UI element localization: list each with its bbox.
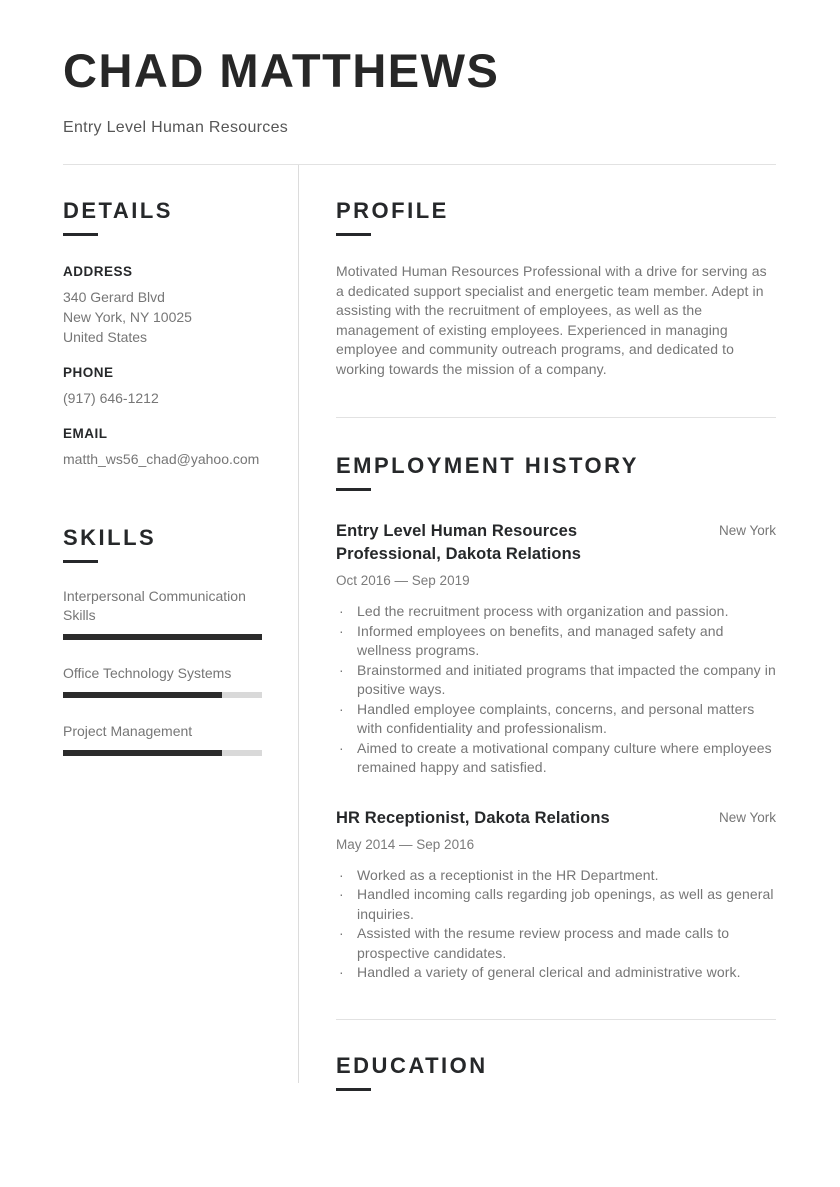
skill-level-bar bbox=[63, 750, 262, 756]
phone-value: (917) 646-1212 bbox=[63, 390, 159, 406]
skill-item bbox=[63, 587, 262, 640]
details-heading: DETAILS bbox=[63, 198, 173, 223]
job-bullet: · Informed employees on benefits, and managed safety and wellness programs. bbox=[336, 622, 776, 661]
employment-history-heading: EMPLOYMENT HISTORY bbox=[336, 453, 639, 478]
job-header bbox=[336, 520, 776, 566]
skill-level-fill bbox=[63, 692, 222, 698]
profile-heading-underline bbox=[336, 233, 371, 236]
skill-level-fill bbox=[63, 634, 262, 640]
job-bullet-list bbox=[336, 602, 776, 778]
job-entry bbox=[336, 520, 776, 778]
email-value: matth_ws56_chad@yahoo.com bbox=[63, 451, 260, 467]
job-header bbox=[336, 807, 776, 830]
email-label: EMAIL bbox=[63, 426, 108, 441]
job-dates: May 2014 — Sep 2016 bbox=[336, 836, 475, 852]
job-bullet-list bbox=[336, 866, 776, 983]
details-heading-underline bbox=[63, 233, 98, 236]
education-heading: EDUCATION bbox=[336, 1052, 488, 1078]
address-line: New York, NY 10025 bbox=[63, 309, 192, 325]
job-bullet: · Handled a variety of general clerical and administrative work. bbox=[336, 963, 776, 983]
left-column bbox=[63, 165, 298, 1091]
profile-heading: PROFILE bbox=[336, 198, 449, 223]
phone-label: PHONE bbox=[63, 365, 114, 380]
address-line: 340 Gerard Blvd bbox=[63, 289, 165, 305]
job-bullet: · Brainstormed and initiated programs that impacted the company in positive ways. bbox=[336, 661, 776, 700]
section-divider bbox=[336, 417, 776, 418]
job-bullet: · Worked as a receptionist in the HR Department. bbox=[336, 866, 776, 886]
address-label: ADDRESS bbox=[63, 264, 133, 279]
candidate-title: Entry Level Human Resources bbox=[63, 119, 289, 136]
job-dates: Oct 2016 — Sep 2019 bbox=[336, 573, 470, 588]
skill-item bbox=[63, 722, 262, 756]
skill-name: Interpersonal Communication Skills bbox=[63, 588, 246, 623]
job-bullet: · Handled incoming calls regarding job openings, as well as general inquiries. bbox=[336, 885, 776, 924]
job-bullet: · Led the recruitment process with organization and passion. bbox=[336, 602, 776, 622]
section-divider bbox=[336, 1019, 776, 1020]
job-bullet: · Aimed to create a motivational company culture where employees remained happy and satisfied. bbox=[336, 739, 776, 778]
address-line: United States bbox=[63, 329, 148, 345]
job-title: HR Receptionist, Dakota Relations bbox=[336, 808, 610, 827]
job-entry bbox=[336, 807, 776, 983]
right-column bbox=[299, 165, 776, 1091]
skill-name: Project Management bbox=[63, 723, 193, 739]
skill-level-bar bbox=[63, 634, 262, 640]
job-bullet: · Assisted with the resume review process and made calls to prospective candidates. bbox=[336, 924, 776, 963]
skills-heading: SKILLS bbox=[63, 525, 157, 550]
job-title: Entry Level Human Resources Professional, Dakota Relations bbox=[336, 522, 582, 563]
job-bullet: · Handled employee complaints, concerns, and personal matters with confidentiality and professionalism. bbox=[336, 700, 776, 739]
skills-heading-underline bbox=[63, 560, 98, 563]
address-value bbox=[63, 287, 262, 347]
resume-header bbox=[63, 0, 776, 137]
education-heading-underline bbox=[336, 1088, 371, 1091]
skill-level-fill bbox=[63, 750, 222, 756]
candidate-name: CHAD MATTHEWS bbox=[63, 44, 500, 97]
employment-heading-underline bbox=[336, 488, 371, 491]
profile-summary: Motivated Human Resources Professional with a drive for serving as a dedicated support specialist and energetic team member. Adept in assisting with the recruitment of employees, as well as the management of existing employees. Experienced in managing employee and community outreach programs, and dedicated to working towards the mission of a company. bbox=[336, 263, 767, 377]
resume-body bbox=[63, 165, 776, 1091]
job-location: New York bbox=[718, 523, 776, 538]
skill-name: Office Technology Systems bbox=[63, 665, 232, 681]
job-location: New York bbox=[718, 809, 776, 825]
skill-level-bar bbox=[63, 692, 262, 698]
skill-item bbox=[63, 664, 262, 698]
